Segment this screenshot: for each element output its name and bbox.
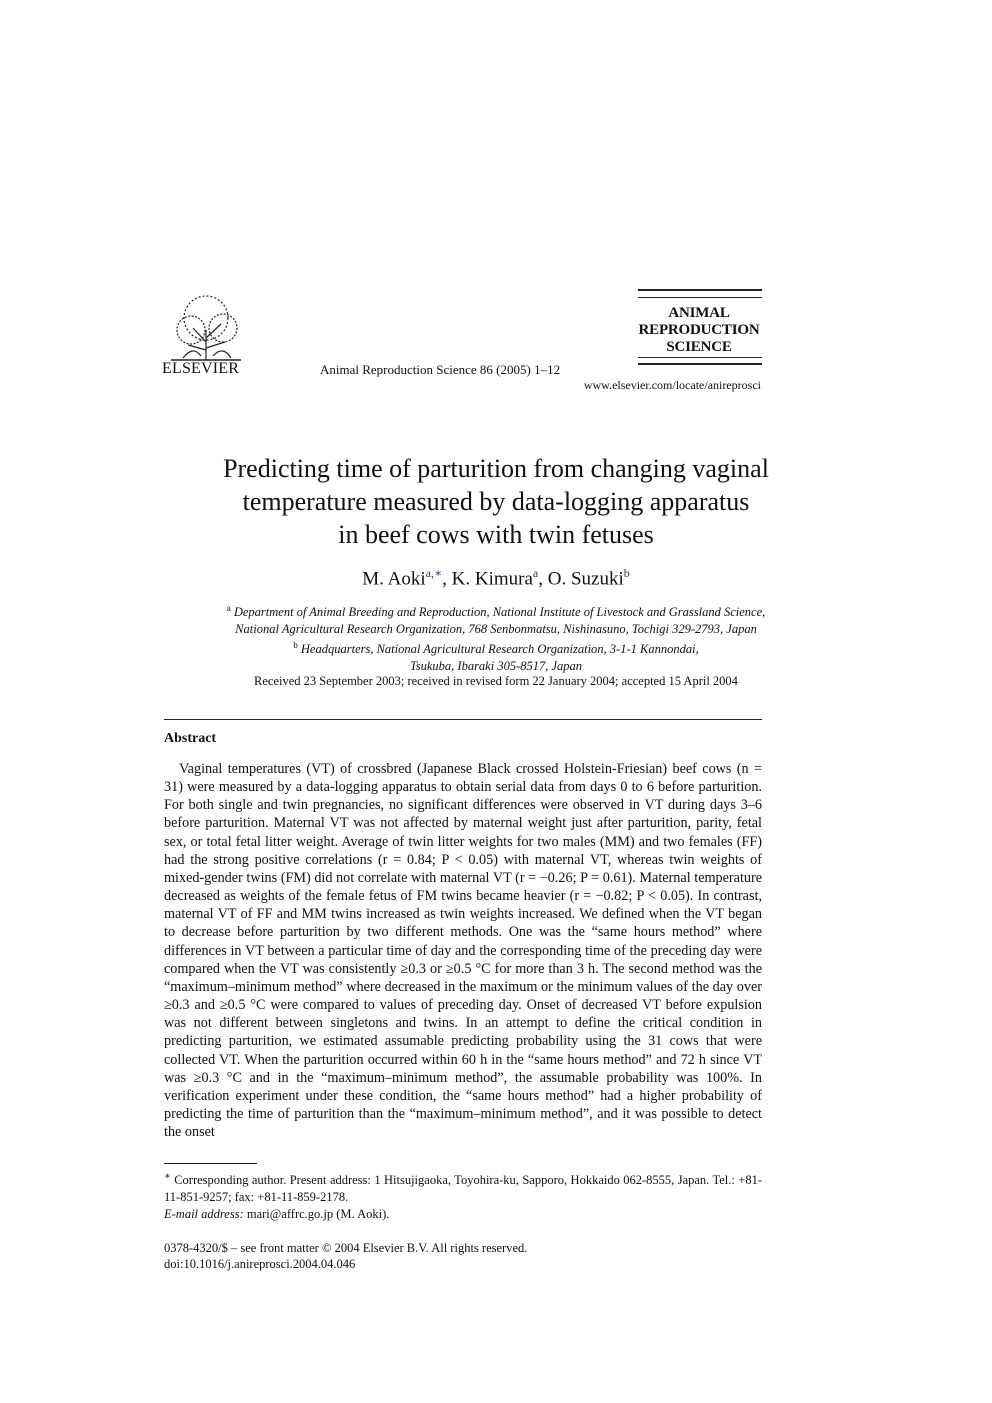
received-dates: Received 23 September 2003; received in revised form 22 January 2004; accepted 15 April 2004 [254,674,738,688]
abstract-top-rule [164,719,762,720]
copyright-block [164,1240,762,1272]
brand-line-1: ANIMAL [668,305,730,321]
corresponding-author-note: ∗ Corresponding author. Present address: 1 Hitsujigaoka, Toyohira-ku, Sapporo, Hokkaido 062-8555, Japan. Tel.: +81-11-851-9257; fax: +81-11-859-2178. [164,1171,763,1205]
author-list: M. Aoki$^{a,∗}$, K. Kimura$^a$, O. Suzuki$^b$ [362,566,630,590]
brand-rule-bottom [638,357,762,365]
affiliation-b-line2: Tsukuba, Ibaraki 305-8517, Japan [409,659,583,674]
affiliation-b-line1: $^b$ Headquarters, National Agricultural Research Organization, 3-1-1 Kannondai, [293,640,699,657]
author-name: O. Suzuki [547,568,624,590]
author-marks[interactable]: b [623,566,630,580]
author-marks[interactable]: a [532,566,539,580]
journal-brand [638,305,760,356]
publisher-name: ELSEVIER [162,360,240,377]
footnote-mark: ∗ [164,1171,171,1182]
doi[interactable]: doi:10.1016/j.anireprosci.2004.04.046 [164,1257,356,1271]
abstract-heading: Abstract [164,731,217,746]
author-marks[interactable]: a,∗ [425,566,443,580]
abstract-body: Vaginal temperatures (VT) of crossbred (Japanese Black crossed Holstein-Friesian) beef cows (n = 31) were measured by a data-logging apparatus to obtain serial data from days 0 to 6 before parturition. For both single and twin pregnancies, no significant differences were observed in VT during days 3–6 before parturition. Maternal VT was not affected by maternal weight just after parturition, parity, fetal sex, or total fetal litter weight. Average of twin litter weights for two males (MM) and two females (FF) had the strong positive correlations (r = 0.84; P < 0.05) with maternal VT, whereas twin weights of mixed-gender twins (FM) did not correlate with maternal VT (r = −0.26; P = 0.61). Maternal temperature decreased as weights of the female fetus of FM twins became heavier (r = −0.82; P < 0.05). In contrast, maternal VT of FF and MM twins increased as twin weights increased. We defined when the VT began to decrease before parturition by two different methods. One was the “same hours method” where differences in VT between a particular time of day and the corresponding time of the preceding day were compared when the VT was consistently ≥0.3 or ≥0.5 °C for more than 3 h. The second method was the “maximum–minimum method” where decreased in the maximum or the minimum values of the day over ≥0.3 and ≥0.5 °C were compared to values of preceding day. Onset of decreased VT before expulsion was not different between singletons and twins. In an attempt to define the critical condition in predicting parturition, we estimated assumable predicting probability using the 31 cows that were collected VT. When the parturition occurred within 60 h in the “same hours method” and 72 h since VT was ≥0.3 °C and in the “maximum–minimum method”, the assumable probability was 100%. In verification experiment under these condition, the “same hours method” had a higher probability of predicting the time of parturition than the “maximum–minimum method”, and it was possible to detect the onset [164,761,762,1141]
article-title [130,452,862,551]
title-line: Predicting time of parturition from changing vaginal [223,454,769,483]
journal-reference: Animal Reproduction Science 86 (2005) 1–12 [320,362,561,377]
journal-url[interactable]: www.elsevier.com/locate/anireprosci [583,378,761,392]
footnote [164,1168,762,1223]
issn-copyright: 0378-4320/$ – see front matter © 2004 Elsevier B.V. All rights reserved. [164,1241,528,1255]
author-name: K. Kimura [451,568,533,590]
footnote-rule [164,1163,257,1164]
email-label: E-mail address: [164,1207,244,1222]
brand-rule-top [638,289,762,298]
brand-line-2: REPRODUCTION [638,322,760,338]
author-name: M. Aoki [362,568,426,590]
affiliation-mark: b [293,640,298,651]
affiliation-mark: a [226,603,231,613]
brand-line-3: SCIENCE [666,339,732,355]
affiliations [130,600,862,675]
title-line: temperature measured by data-logging apparatus [242,487,750,516]
title-line: in beef cows with twin fetuses [338,520,654,549]
affiliation-a-line2: National Agricultural Research Organization, 768 Senbonmatsu, Nishinasuno, Tochigi 329-2793, Japan [235,621,757,636]
email-line [164,1206,762,1223]
affiliation-a-line1: $^a$ Department of Animal Breeding and Reproduction, National Institute of Livestock and Grassland Science, [226,603,766,620]
email-address[interactable]: mari@affrc.go.jp (M. Aoki). [246,1207,390,1222]
